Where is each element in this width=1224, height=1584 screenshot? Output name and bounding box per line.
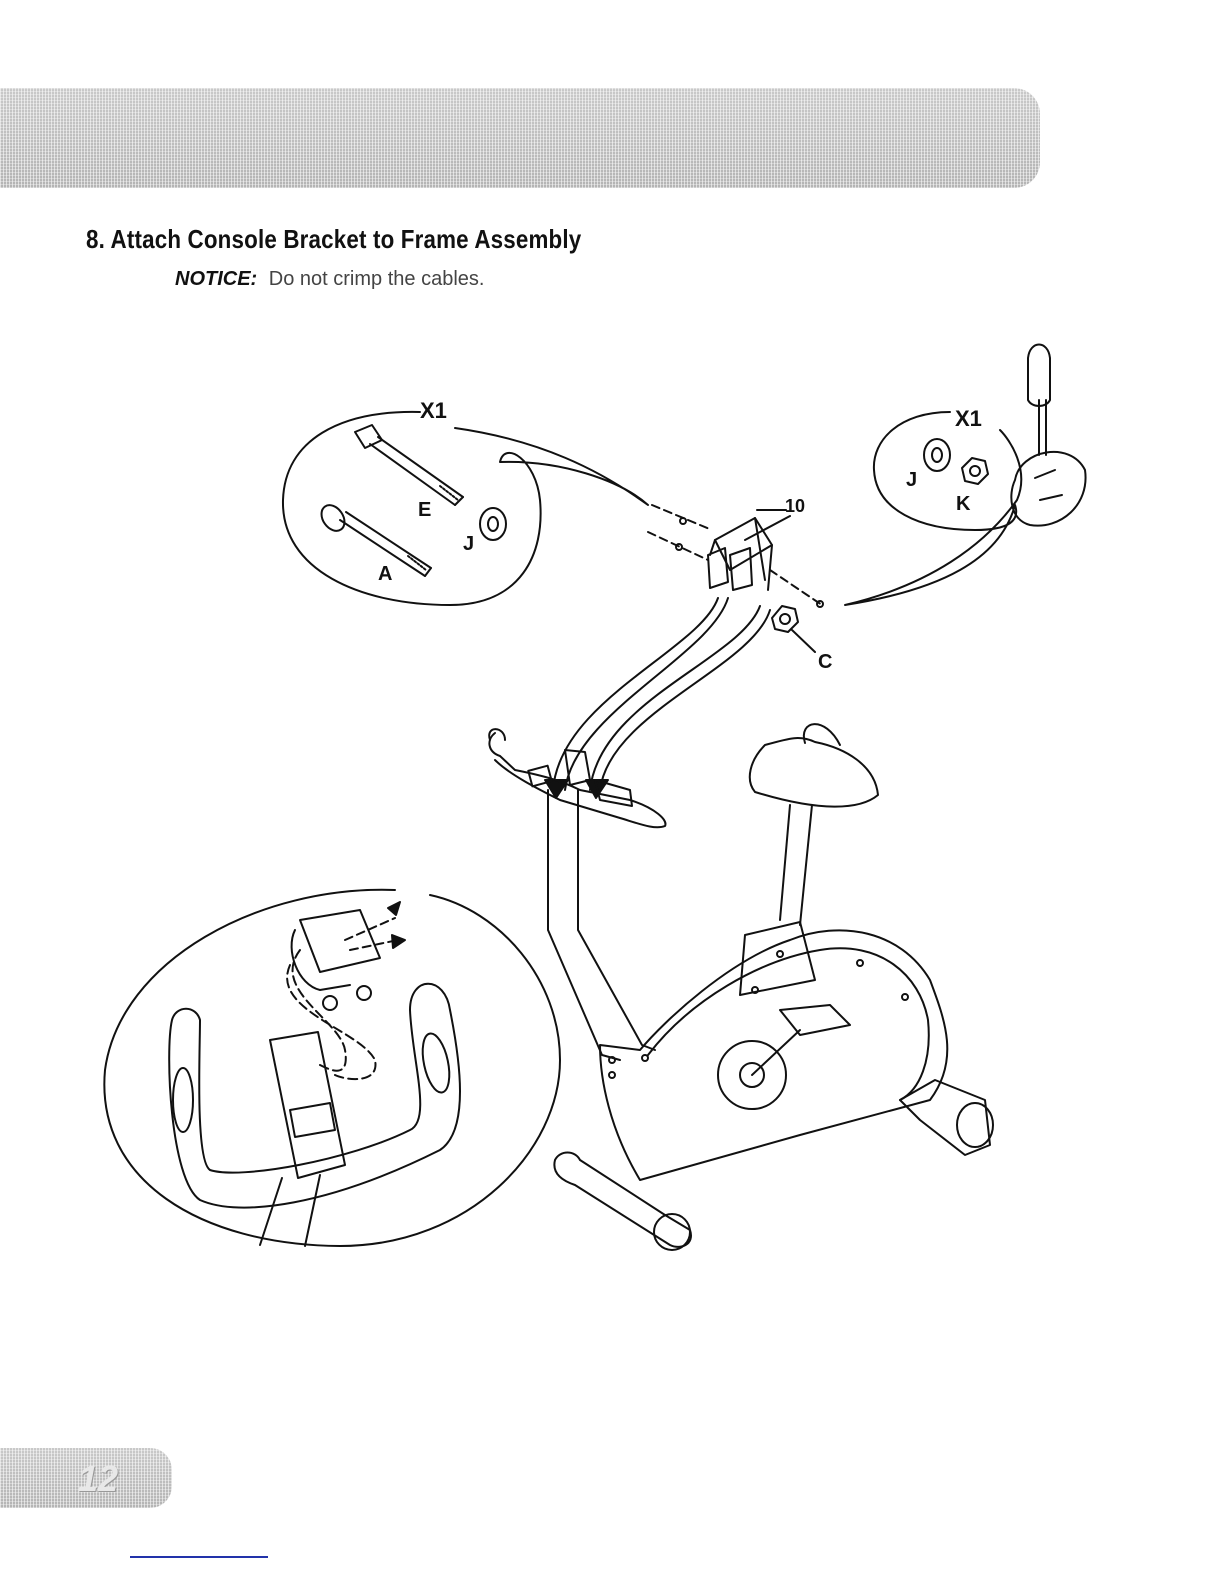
part-label-a: A [378,563,393,585]
part-label-j-left: J [463,533,475,555]
page-number: 12 [78,1458,119,1499]
washer-j-right-drawing [924,439,950,471]
wrench-drawing [1011,345,1085,526]
bolt-e-drawing [355,425,463,505]
qty-label-left: X1 [420,398,447,423]
step-title: 8. Attach Console Bracket to Frame Assembly [86,224,582,254]
bolt-a-drawing [317,501,431,576]
part-label-e: E [418,499,432,521]
bottom-rule [130,1556,268,1558]
part-label-10: 10 [785,496,806,516]
console-bracket-drawing [545,505,823,798]
right-hardware-bubble [845,412,1021,605]
notice-label: NOTICE: [175,268,258,290]
part-label-k: K [956,493,971,515]
part-label-j-right: J [906,469,918,491]
page-tab [0,1448,172,1508]
part-label-c: C [818,651,833,673]
detail-inset-drawing [104,890,560,1246]
left-hardware-bubble [283,412,648,605]
exercise-bike-drawing [489,724,993,1250]
notice-text: Do not crimp the cables. [268,268,485,290]
nut-k-drawing [962,458,988,484]
washer-j-left-drawing [480,508,506,540]
qty-label-right: X1 [955,406,982,431]
